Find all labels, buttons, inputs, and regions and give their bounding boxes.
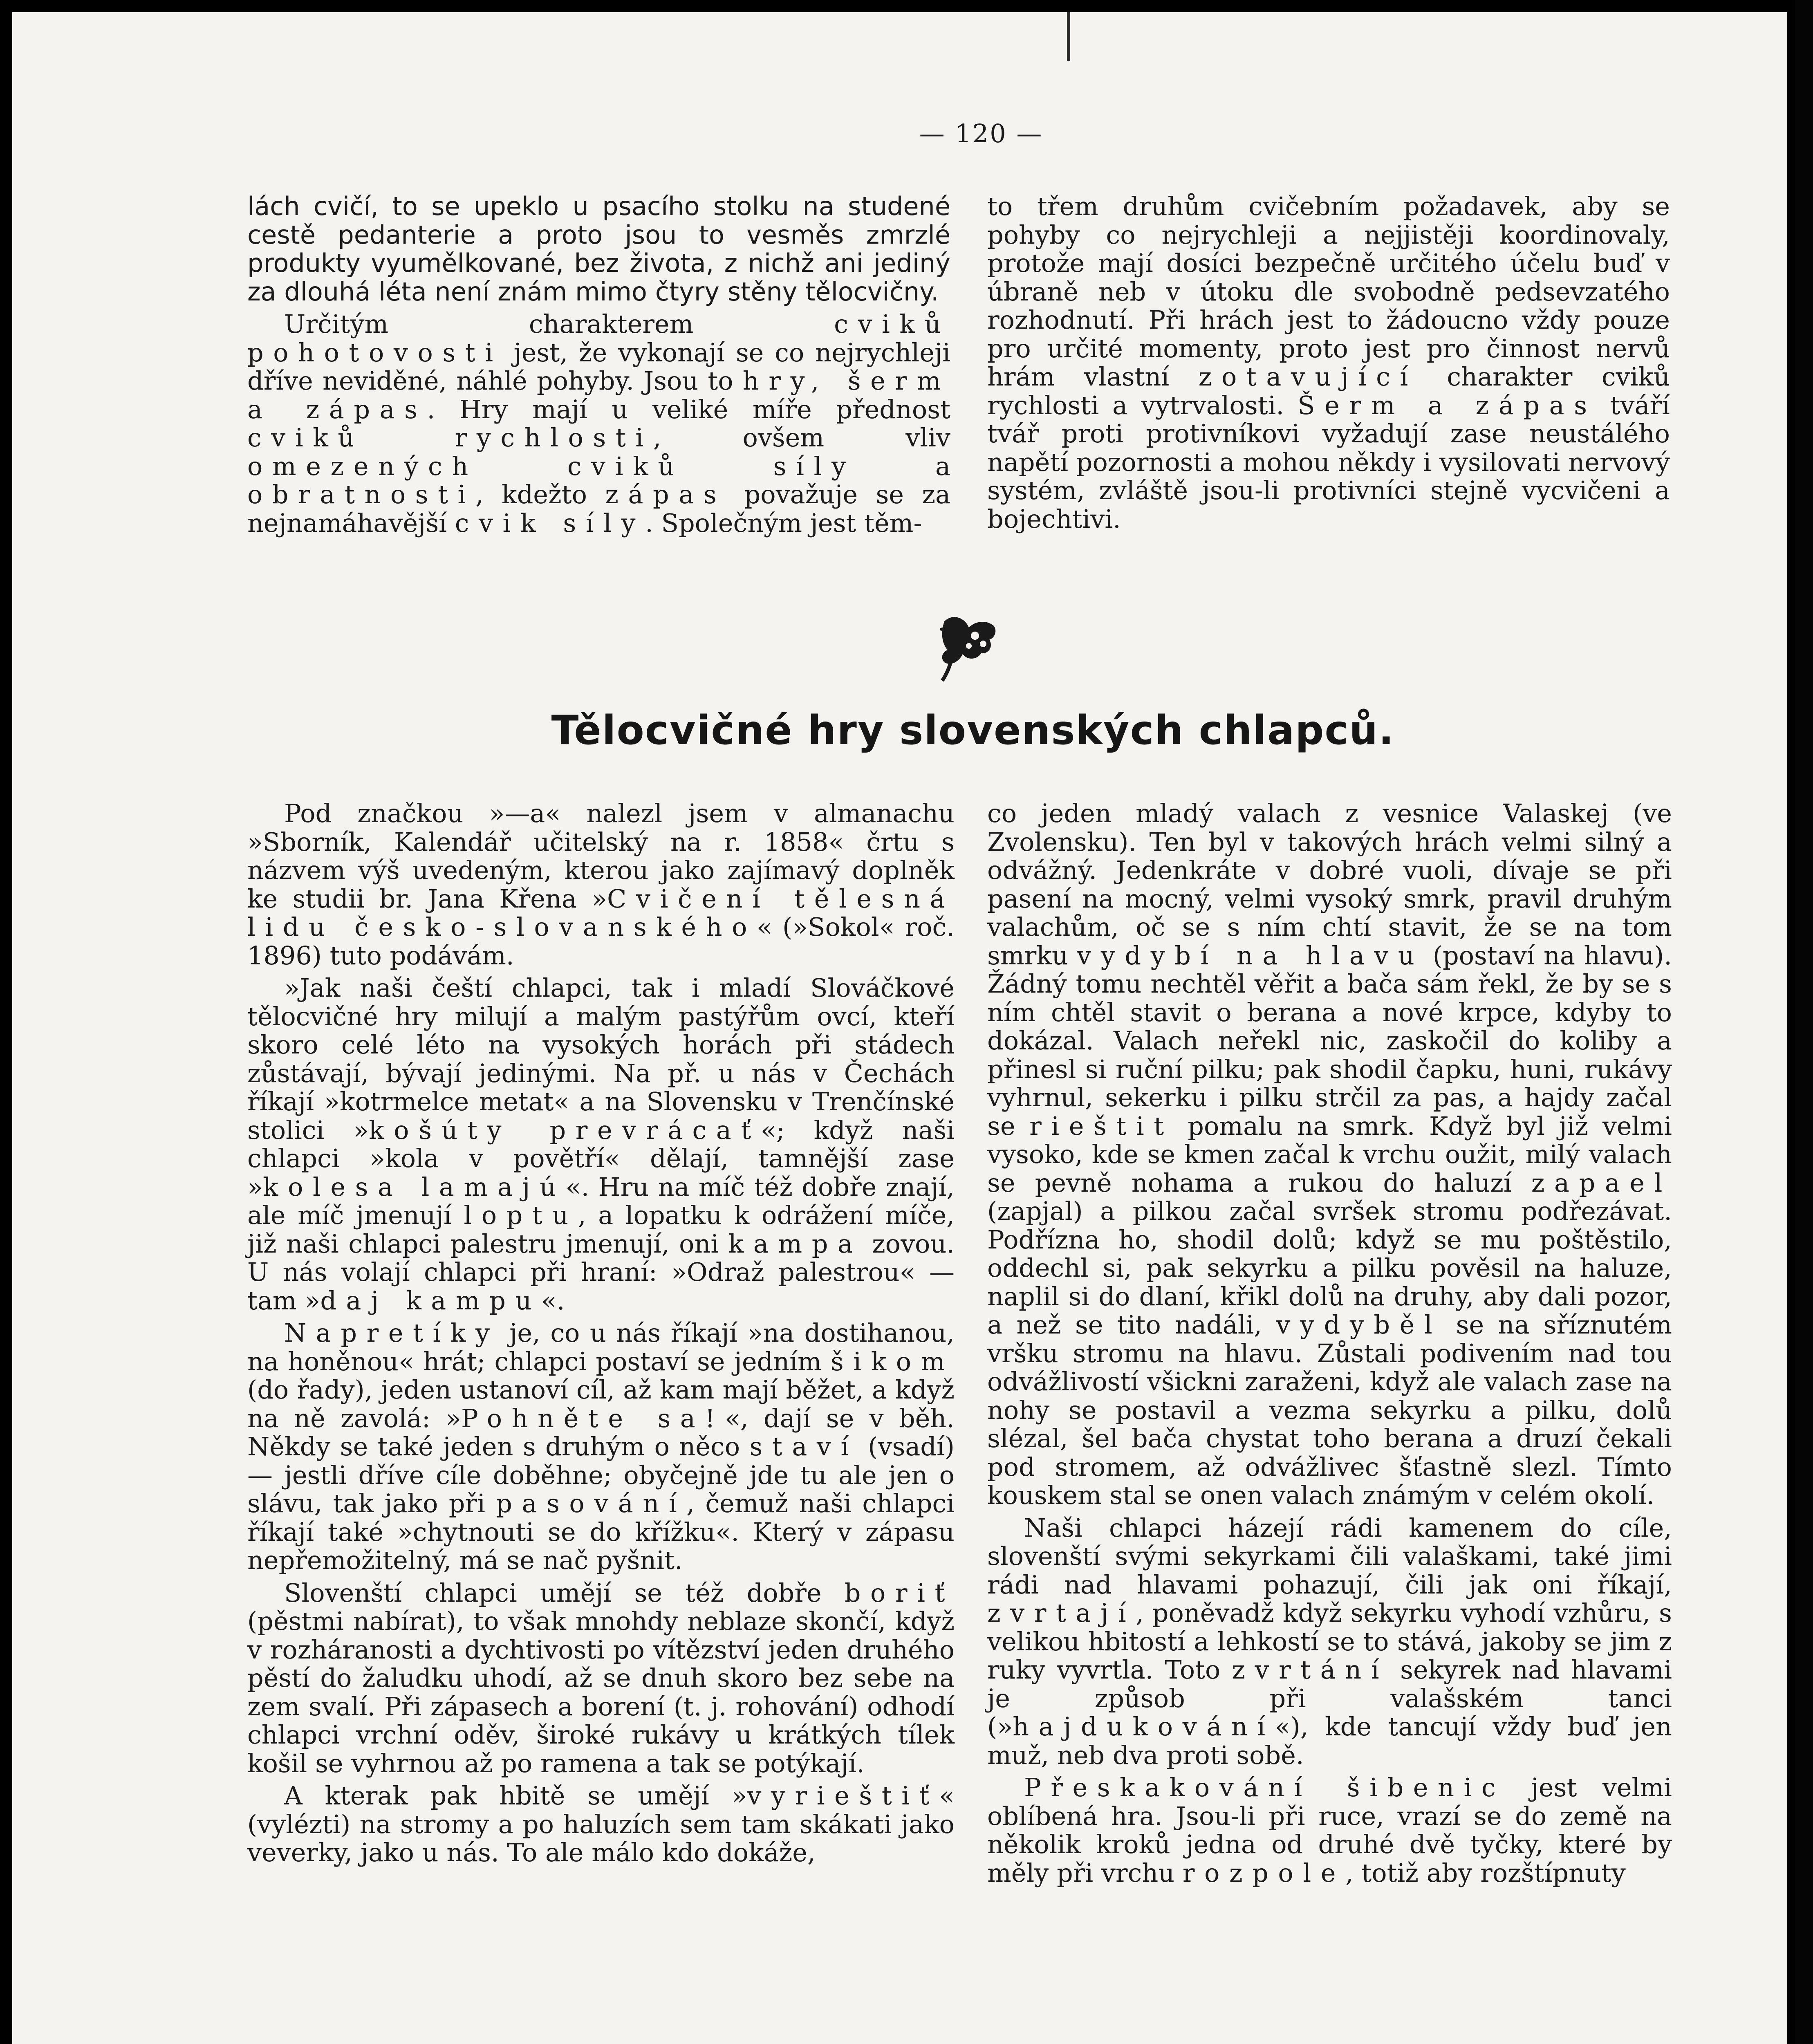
body-text: , a lopatku k odrážení míče, již naši chlapci palestru jmenují, oni <box>247 1200 955 1259</box>
spaced-emphasis-text: cviků pohotovosti <box>247 309 950 368</box>
spaced-emphasis-text: Napretíky <box>284 1318 500 1348</box>
body-text: zovou. U nás volají chlapci při hraní: »Odraž palestrou« — tam » <box>247 1228 955 1316</box>
floral-ornament-icon <box>936 605 1002 683</box>
body-text: , totiž aby rozštípnuty <box>1345 1858 1626 1888</box>
spaced-emphasis-text: Cvičení tělesná lidu česko-slovanského <box>247 883 955 942</box>
body-text: (pěstmi nabírat), to však mnohdy neblaze skončí, když v rozháranosti a dychtivosti po vítězství jeden druhého pěstí do žaludku uhodí, až se dnuh skoro bez sebe na zem svalí. Při zápasech a borení (t. j. rohování) odhodí chlapci vrchní oděv, široké rukávy u krátkých tílek košil se vyhrnou až po ramena a tak se potýkají. <box>247 1606 955 1778</box>
spaced-emphasis-text: Pohněte sa! <box>461 1403 725 1433</box>
body-text: , ovšem vliv <box>653 423 950 453</box>
page-number: — 120 — <box>919 119 1043 148</box>
spaced-emphasis-text: zápas <box>605 480 726 509</box>
body-text: je, co u nás říkají »na dostihanou, na honěnou« hrát; chlapci postaví se jedním <box>247 1318 955 1376</box>
body-text: (do řady), jeden ustanoví cíl, až kam mají běžet, a když na ně zavolá: » <box>247 1375 955 1433</box>
bottom-right-column <box>987 799 1672 1887</box>
body-text: jest, že vykonají se co nejrychleji dříve neviděné, náhlé pohyby. Jsou to <box>247 337 950 396</box>
paragraph <box>987 1773 1672 1887</box>
spaced-emphasis-text: cvik síly <box>455 508 645 538</box>
body-text: Slovenští chlapci umějí se též dobře <box>284 1578 845 1608</box>
paragraph <box>247 192 950 306</box>
scan-border-right <box>1795 0 1813 2044</box>
spaced-emphasis-text: staví <box>749 1432 858 1461</box>
spaced-emphasis-text: Přeskakování šibenic <box>1024 1773 1506 1802</box>
body-text: co jeden mladý valach z vesnice Valaskej (ve Zvolensku). Ten byl v takových hrách velmi silný a odvážný. Jedenkráte v dobré vuoli, dívaje se při pasení na mocný, velmi vysoký smrk, pravil druhým valachům, oč se s ním chtí stavit, že se na tom smrku <box>987 798 1672 970</box>
body-text: sekyrek nad hlavami je způsob při valašském tanci (» <box>987 1655 1672 1741</box>
body-text: (postaví na hlavu). Žádný tomu nechtěl věřit a bača sám řekl, že by se s ním chtěl stavit o berana a nové krpce, kdyby to dokázal. Valach neřekl nic, zaskočil do koliby a přinesl si ruční pilku; pak shodil čapku, huni, rukávy vyhrnul, sekerku i pilku strčil za pas, a hajdy začal se <box>987 940 1672 1141</box>
spaced-emphasis-text: daj kampu <box>320 1285 541 1316</box>
article-title: Tělocvičné hry slovenských chlapců. <box>551 707 1395 754</box>
body-text: Určitým charakterem <box>284 309 834 339</box>
body-text: «. <box>541 1285 565 1316</box>
spaced-emphasis-text: loptu <box>464 1200 578 1230</box>
spaced-emphasis-text: rozpole <box>1182 1858 1345 1888</box>
body-text: , poněvadž když sekyrku vyhodí vzhůru, s velikou hbitostí a lehkostí se to stává, jakoby se jim z ruky vyvrtla. Toto <box>987 1598 1672 1685</box>
spaced-emphasis-text: zotavující <box>1198 362 1418 392</box>
spaced-emphasis-text: rieštit <box>1029 1111 1174 1141</box>
spaced-emphasis-text: vydybí na hlavu <box>1077 940 1424 970</box>
spaced-emphasis-text: vyrieštiť <box>747 1781 939 1811</box>
spaced-emphasis-text: Šerm a zápas <box>1298 390 1597 420</box>
body-text: «. Hru na míč též dobře znají, ale míč jmenují <box>247 1172 955 1230</box>
bottom-left-column <box>247 799 955 1867</box>
spaced-emphasis-text: omezených cviků síly <box>247 451 856 481</box>
paragraph <box>247 974 955 1315</box>
body-text: charakter cviků rychlosti a vytrvalosti. <box>987 362 1670 420</box>
body-text: lách cvičí, to se upeklo u psacího stolku na studené cestě pedanterie a proto jsou to vesměs zmrzlé produkty vyumělkované, bez života, z nichž ani jediný za dlouhá léta není znám mimo čtyry stěny tělocvičny. <box>247 191 950 307</box>
body-text: . Hry mají u veliké míře přednost <box>427 394 950 424</box>
body-text: Pod značkou »—a« nalezl jsem v almanachu »Sborník, Kalendář učitelský na r. 1858« črtu s názvem výš uvedeným, kterou jako zajímavý doplněk ke studii br. Jana Křena » <box>247 798 955 914</box>
body-text: « (vylézti) na stromy a po haluzích sem tam skákati jako veverky, jako u nás. To ale málo kdo dokáže, <box>247 1781 955 1867</box>
body-text: «, dají se v běh. Někdy se také jeden s druhým o něco <box>247 1403 955 1461</box>
body-text: Naši chlapci házejí rádi kamenem do cíle, slovenští svými sekyrkami čili valaškami, také jimi rádi nad hlavami pohazují, čili jak oni říkají, <box>987 1513 1672 1600</box>
body-text: «), kde tancují vždy buď jen muž, neb dva proti sobě. <box>987 1712 1672 1770</box>
spaced-emphasis-text: kolesa lamajú <box>262 1172 566 1202</box>
body-text: jest velmi oblíbená hra. Jsou-li při ruce, vrazí se do země na několik kroků jedna od druhé dvě tyčky, které by měly při vrchu <box>987 1773 1672 1888</box>
body-text: a <box>855 451 950 481</box>
paragraph <box>247 1579 955 1778</box>
body-text: »Jak naši čeští chlapci, tak i mladí Slováčkové tělocvičné hry milují a malým pastýřům ovcí, kteří skoro celé léto na vysokých horách při stádech zůstávají, bývají jedinými. Na př. u nás v Čechách říkají »kotrmelce metat« a na Slovensku v Trenčínské stolici » <box>247 973 955 1145</box>
paragraph <box>987 1514 1672 1770</box>
paragraph <box>987 799 1672 1510</box>
body-text: považuje se za nejnamáhavější <box>247 480 951 538</box>
body-text: « (»Sokol« roč. 1896) tuto podávám. <box>247 912 955 970</box>
spaced-emphasis-text: hry, šerm a zápas <box>247 366 950 424</box>
body-text: , kdežto <box>475 480 605 509</box>
scanned-page <box>12 12 1787 2044</box>
paragraph <box>247 1782 955 1867</box>
spaced-emphasis-text: pasování <box>496 1488 687 1518</box>
top-right-column <box>987 192 1670 533</box>
body-text: (zapjal) a pilkou začal svršek stromu podřezávat. Podřízna ho, shodil dolů; když se mu poštěstilo, oddechl si, pak sekyrku a pilku pověsil na haluze, naplil si do dlaní, křikl dolů na druhy, aby dali pozor, a než se tito nadáli, <box>987 1196 1672 1340</box>
body-text: , čemuž naši chlapci říkají také »chytnouti se do křížku«. Který v zápasu nepřemožitelný, má se nač pyšnit. <box>247 1488 955 1575</box>
body-text: (vsadí) — jestli dříve cíle doběhne; obyčejně jde tu ale jen o slávu, tak jako při <box>247 1432 955 1518</box>
body-text: pomalu na smrk. Když byl již velmi vysoko, kde se kmen začal k vrchu oužit, milý valach se pevně nohama a rukou do haluzí <box>987 1111 1672 1198</box>
body-text: tváří tvář proti protivníkovi vyžadují zase neustálého napětí pozornosti a mohou někdy i vysilovati nervový systém, zvláště jsou-li protivníci stejně vycvičeni a bojechtivi. <box>987 390 1670 534</box>
paragraph <box>247 310 950 537</box>
spaced-emphasis-text: košúty prevrácať <box>369 1115 761 1145</box>
body-text: . Společným jest těm- <box>645 508 922 538</box>
spaced-emphasis-text: šikom <box>830 1346 955 1376</box>
top-left-column <box>247 192 950 537</box>
paragraph <box>247 799 955 970</box>
body-text: «; když naši chlapci »kola v povětří« dělají, tamnější zase » <box>247 1115 955 1202</box>
paragraph <box>987 192 1670 533</box>
spaced-emphasis-text: vydyběl <box>1276 1310 1442 1340</box>
spaced-emphasis-text: boriť <box>844 1578 955 1608</box>
spaced-emphasis-text: obratnosti <box>247 480 475 509</box>
spaced-emphasis-text: zvrtání <box>1232 1655 1389 1685</box>
body-text: A kterak pak hbitě se umějí » <box>284 1781 747 1811</box>
scan-edge-mark <box>1067 12 1070 61</box>
spaced-emphasis-text: cviků rychlosti <box>247 423 653 453</box>
spaced-emphasis-text: zapael <box>1531 1168 1672 1198</box>
paragraph <box>247 1319 955 1575</box>
body-text: to třem druhům cvičebním požadavek, aby se pohyby co nejrychleji a nejjistěji koordinovaly, protože mají dosíci bezpečně určitého účelu buď v úbraně neb v útoku dle svobodně pedsevzatého rozhodnutí. Při hrách jest to žádoucno vždy pouze pro určité momenty, proto jest pro činnost nervů hrám vlastní <box>987 191 1670 392</box>
body-text: se na sříznutém vršku stromu na hlavu. Zůstali podivením nad tou odvážlivostí všickni zaraženi, když ale valach zase na nohy se postavil a vezma sekyrku a pilku, dolů slézal, šel bača chystat toho berana a druzí čekali pod stromem, až odvážlivec šťastně slezl. Tímto kouskem stal se onen valach známým v celém okolí. <box>987 1310 1672 1510</box>
spaced-emphasis-text: zvrtají <box>987 1598 1136 1628</box>
spaced-emphasis-text: kampa <box>728 1228 863 1259</box>
spaced-emphasis-text: hajdukování <box>1013 1712 1275 1741</box>
